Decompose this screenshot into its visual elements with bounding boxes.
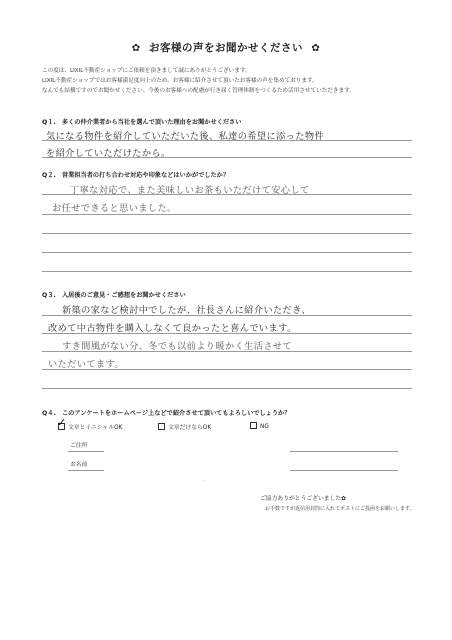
answer-line	[42, 194, 412, 195]
thanks-text: ご協力ありがとうございました	[260, 496, 342, 502]
intro-text	[42, 66, 422, 96]
intro-line-2: LIXIL不動産ショップではお客様満足度向上のため、お客様に紹介させて頂いたお客様の声を集めております。	[42, 78, 318, 84]
page-title	[0, 40, 452, 55]
address-field-line[interactable]	[290, 451, 398, 452]
name-underline	[68, 470, 104, 471]
question-1-label: Q１. 多くの仲介業者から当社を選んで頂いた理由をお聞かせください	[42, 119, 242, 126]
thanks-message	[260, 493, 346, 502]
answer-line	[42, 157, 412, 158]
checkbox[interactable]	[158, 423, 165, 430]
question-2-label: Q２. 営業担当者の打ち合わせ対応や印象などはいかがでしたか？	[42, 172, 230, 179]
answer-line	[42, 252, 412, 253]
answer-line	[42, 388, 412, 389]
mailing-note: お手数ですが返信用封筒に入れてポストにご投函をお願いします。	[265, 506, 415, 512]
question-3-label: Q３. 入居後のご意見・ご感想をお聞かせください	[42, 292, 186, 299]
option-ng[interactable]	[250, 422, 269, 430]
flower-icon-left: ✿	[131, 43, 141, 54]
option-text-and-initial[interactable]	[58, 422, 122, 431]
answer-line	[42, 351, 412, 352]
scan-mark: ·	[203, 478, 205, 483]
answer-3-line-3: すき間風がない分、冬でも以前より暖かく生活させて	[62, 341, 293, 352]
name-field-line[interactable]	[290, 470, 398, 471]
question-4-label: Q４. このアンケートをホームページ上などで紹介させて頂いてもよろしいでしょうか？	[42, 410, 291, 417]
answer-line	[42, 140, 412, 141]
answer-2-line-1: 丁寧な対応で、また美味しいお茶もいただけて安心して	[70, 185, 310, 196]
answer-line	[42, 315, 412, 316]
intro-line-3: なんでも結構ですのでお聞かせください。今後のお客様への配慮が行き届く管理体制をつくるため活用させていただきます。	[42, 88, 355, 94]
option-label: 文章とイニシャルOK	[68, 425, 123, 431]
option-text-only[interactable]	[158, 422, 211, 431]
answer-3-line-2: 改めて中古物件を購入しなくて良かったと喜んでいます。	[48, 323, 297, 334]
answer-line	[42, 214, 412, 215]
name-label: お名前	[70, 462, 88, 468]
check-mark-icon: ✓	[57, 416, 67, 429]
answer-3-line-1: 新築の家など検討中でしたが、社長さんに紹介いただき、	[62, 305, 311, 316]
option-label: NG	[260, 424, 269, 430]
answer-2-line-2: お任せできると思いました。	[52, 203, 177, 214]
answer-line	[42, 271, 412, 272]
answer-line	[42, 233, 412, 234]
answer-line	[42, 369, 412, 370]
flower-icon: ✿	[341, 496, 347, 502]
flower-icon-right: ✿	[311, 43, 321, 54]
title-text: お客様の声をお聞かせください	[149, 42, 303, 54]
answer-1-line-2: を紹介していただけたから。	[46, 148, 171, 159]
address-label: ご住所	[70, 443, 88, 449]
option-label: 文章だけならOK	[168, 425, 212, 431]
answer-line	[42, 333, 412, 334]
answer-1-line-1: 気になる物件を紹介していただいた後、私達の希望に添った物件	[46, 131, 325, 142]
checkbox[interactable]	[250, 422, 257, 429]
address-underline	[68, 451, 104, 452]
intro-line-1: この度は、LIXIL不動産ショップにご依頼を頂きまして誠にありがとうございます。	[42, 68, 251, 74]
answer-3-line-4: いただいてます。	[48, 359, 124, 370]
